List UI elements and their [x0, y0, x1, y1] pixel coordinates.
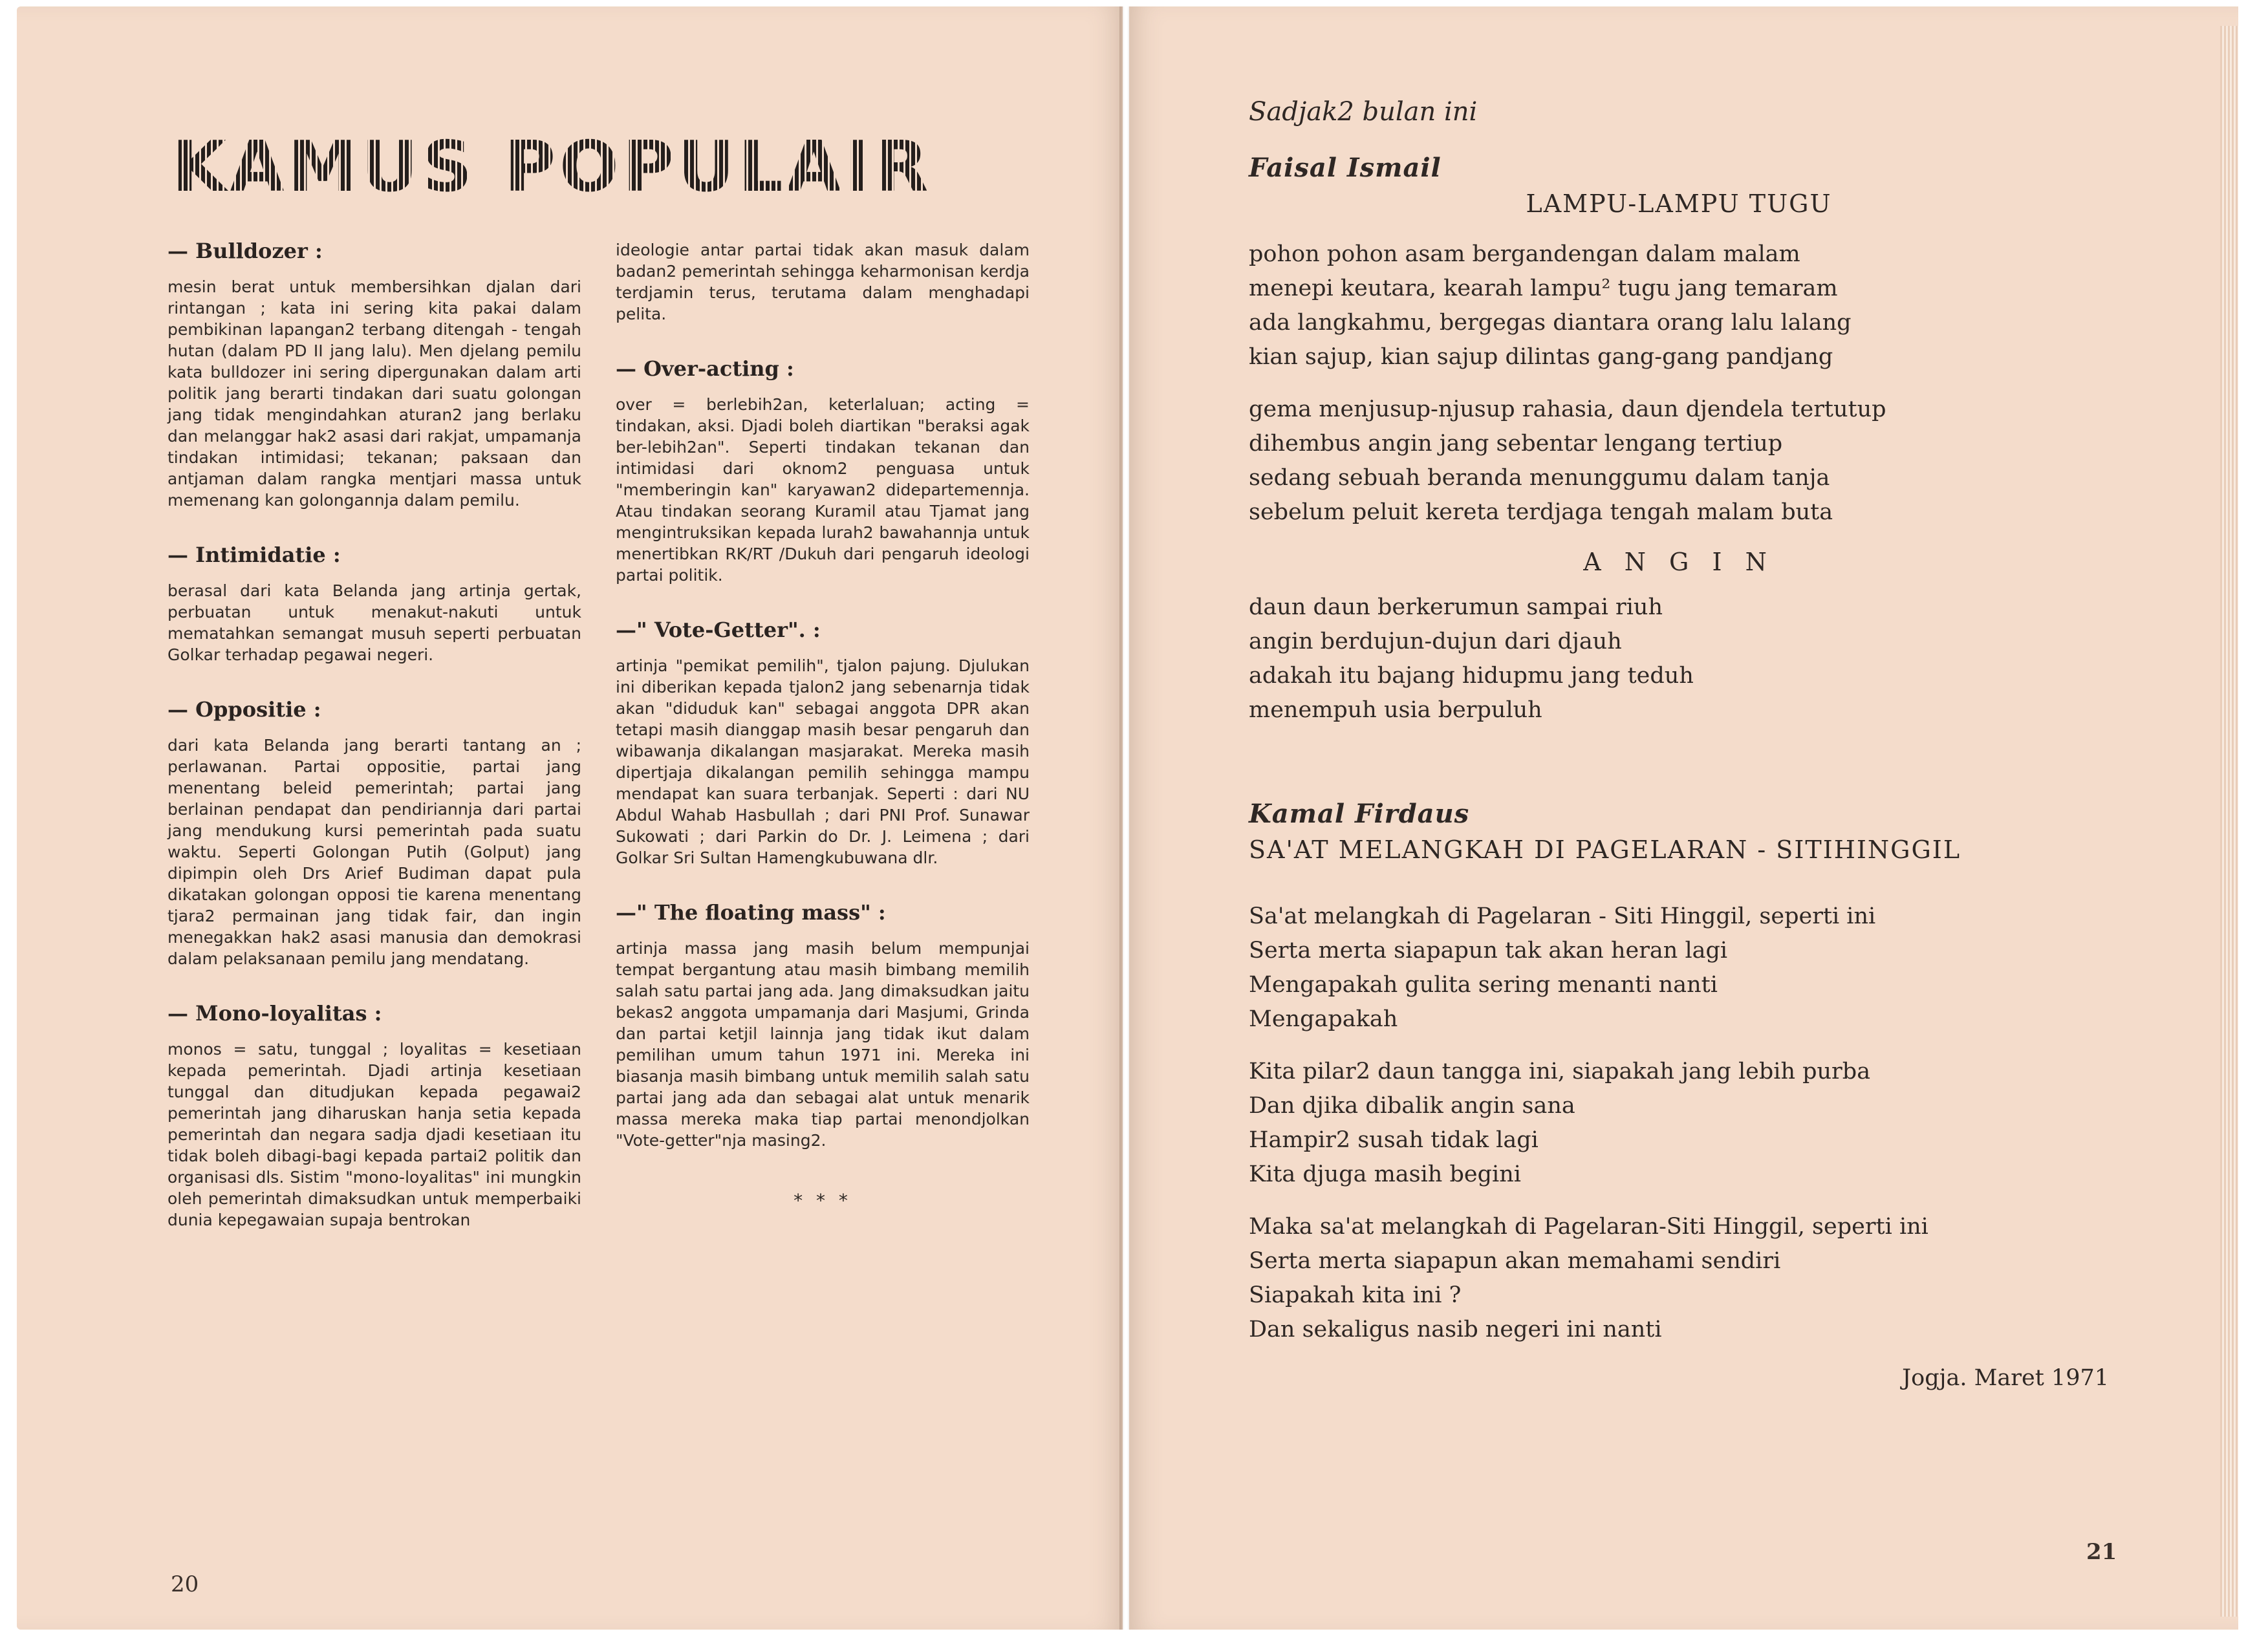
poem-line: Maka sa'at melangkah di Pagelaran-Siti Hinggil, seperti ini: [1249, 1214, 1928, 1240]
page-number-right: 21: [2086, 1539, 2117, 1565]
poem: [1249, 153, 2109, 530]
poem-line: ada langkahmu, bergegas diantara orang lalu lalang: [1249, 310, 1852, 336]
poem-line: Mengapakah: [1249, 1006, 1398, 1032]
glossary-column-2: [616, 239, 1030, 1211]
glossary-column-1: [167, 241, 581, 1231]
entry-term: —" The floating mass" :: [616, 900, 886, 925]
poem-line: adakah itu bajang hidupmu jang teduh: [1249, 663, 1694, 689]
entry-term: — Intimidatie :: [167, 543, 341, 567]
poem-author: Kamal Firdaus: [1249, 799, 1470, 829]
poem-stanza: [1249, 590, 2109, 727]
entry-definition: over = berlebih2an, keterlaluan; acting = tindakan, aksi. Djadi boleh diartikan "beraksi agak ber-lebih2an". Seperti tindakan tekanan dan intimidasi dari oknom2 penguasa untuk "memberingin kan" karyawan2 didepartemennja. Atau tindakan seorang Kuramil atau Tjamat jang mengintruksikan kepada lurah2 bawahannja untuk menertibkan RK/RT /Dukuh dari pengaruh ideologi partai politik.: [616, 395, 1030, 585]
end-mark: * * *: [794, 1190, 852, 1211]
poem-line: kian sajup, kian sajup dilintas gang-gang pandjang: [1249, 344, 1833, 370]
poem: [1249, 799, 2109, 1391]
poem-line: Serta merta siapapun tak akan heran lagi: [1249, 938, 1728, 964]
poem-line: menepi keutara, kearah lampu² tugu jang temaram: [1249, 275, 1838, 301]
entry-definition: ideologie antar partai tidak akan masuk dalam badan2 pemerintah sehingga keharmonisan kerdja terdjamin terus, terutama dalam menghadapi pelita.: [616, 241, 1030, 323]
poem-line: gema menjusup-njusup rahasia, daun djendela tertutup: [1249, 396, 1886, 422]
poem-line: dihembus angin jang sebentar lengang tertiup: [1249, 431, 1783, 457]
poem-title: SA'AT MELANGKAH DI PAGELARAN - SITIHINGGIL: [1249, 835, 1961, 864]
poem-stanza: [1249, 1210, 2109, 1347]
poem-stanza: [1249, 900, 2109, 1037]
magazine-spread: [17, 0, 2241, 1636]
poem-dateline: Jogja. Maret 1971: [1902, 1365, 2109, 1391]
entry-definition: artinja "pemikat pemilih", tjalon pajung. Djulukan ini diberikan kepada tjalon2 jang sebenarnja tidak akan "diduduk kan" sebagai anggota DPR akan tetapi masih dianggap masih besar pengaruh dan wibawanja dikalangan masjarakat. Mereka masih dipertjaja dikalangan pemilih sehingga mampu mendapat kan suara terbanjak. Seperti : dari NU Abdul Wahab Hasbullah ; dari PNI Prof. Sunawar Sukowati ; dari Parkin do Dr. J. Leimena ; dari Golkar Sri Sultan Hamengkubuwana dlr.: [616, 656, 1030, 867]
poem-title: A N G I N: [1583, 548, 1775, 576]
poem-line: sedang sebuah beranda menunggumu dalam tanja: [1249, 465, 1830, 491]
poem-stanza: [1249, 1055, 2109, 1192]
poem-line: daun daun berkerumun sampai riuh: [1249, 594, 1663, 620]
page-edges: [2220, 26, 2238, 1617]
poem-line: Sa'at melangkah di Pagelaran - Siti Hinggil, seperti ini: [1249, 903, 1876, 929]
poem: [1249, 548, 2109, 727]
poem-line: Kita djuga masih begini: [1249, 1161, 1521, 1187]
poems-column: [1249, 97, 2109, 1391]
poem-stanza: [1249, 393, 2109, 530]
left-page: [17, 6, 1123, 1630]
entry-term: — Oppositie :: [167, 697, 321, 722]
poem-line: pohon pohon asam bergandengan dalam malam: [1249, 241, 1800, 267]
entry-definition: dari kata Belanda jang berarti tantang an ; perlawanan. Partai oppositie, partai jang menentang beleid pemerintah; partai jang berlainan pendapat dan pendiriannja dari partai jang mendukung kursi pemerintah pada suatu waktu. Seperti Golongan Putih (Golput) jang dipimpin oleh Drs Arief Budiman dapat pula dikatakan golongan opposi tie karena menentang tjara2 permainan jang tidak fair, dan ingin menegakkan hak2 asasi manusia dan demokrasi dalam pelaksanaan pemilu jang mendatang.: [167, 736, 581, 968]
entry-definition: artinja massa jang masih belum mempunjai tempat bergantung atau masih bimbang memilih salah satu partai jang ada. Jang dimaksudkan jaitu bekas2 anggota umpamanja dari Masjumi, Grinda dan partai ketjil lainnja jang tidak ikut dalam pemilihan umum tahun 1971 ini. Mereka ini biasanja masih bimbang untuk memilih salah satu partai jang ada dan sebagai alat untuk menarik massa mereka maka tiap partai menondjolkan "Vote-getter"nja masing2.: [616, 939, 1030, 1150]
poem-line: angin berdujun-dujun dari djauh: [1249, 629, 1622, 654]
poem-line: menempuh usia berpuluh: [1249, 697, 1542, 723]
poem-line: Hampir2 susah tidak lagi: [1249, 1127, 1539, 1153]
entry-term: — Bulldozer :: [167, 239, 323, 263]
poem-stanza: [1249, 237, 2109, 374]
entry-definition: monos = satu, tunggal ; loyalitas = kesetiaan kepada pemerintah. Djadi artinja kesetiaan tunggal dan ditudjukan kepada pegawai2 pemerintah jang diharuskan hanja setia kepada pemerintah dan negara sadja djadi kesetiaan itu tidak boleh dibagi-bagi kepada partai2 politik dan organisasi dls. Sistim "mono-loyalitas" ini mungkin oleh pemerintah dimaksudkan untuk memperbaiki dunia kepegawaian supaja bentrokan: [167, 1040, 581, 1229]
poem-line: Dan djika dibalik angin sana: [1249, 1093, 1575, 1119]
poem-line: Siapakah kita ini ?: [1249, 1282, 1462, 1308]
entry-definition: berasal dari kata Belanda jang artinja gertak, perbuatan untuk menakut-nakuti untuk mematahkan semangat musuh seperti perbuatan Golkar terhadap pegawai negeri.: [167, 581, 581, 664]
poem-line: Serta merta siapapun akan memahami sendiri: [1249, 1248, 1781, 1274]
entry-term: — Mono-loyalitas :: [167, 1001, 382, 1026]
poem-line: sebelum peluit kereta terdjaga tengah malam buta: [1249, 499, 1833, 525]
page-title: KAMUS POPULAIR: [172, 127, 933, 208]
poem-line: Dan sekaligus nasib negeri ini nanti: [1249, 1317, 1662, 1342]
page-number-left: 20: [171, 1571, 199, 1597]
entry-term: — Over-acting :: [616, 356, 794, 381]
poem-line: Mengapakah gulita sering menanti nanti: [1249, 972, 1718, 998]
entry-term: —" Vote-Getter". :: [616, 618, 821, 642]
poem-author: Faisal Ismail: [1249, 153, 1442, 183]
entry-definition: mesin berat untuk membersihkan djalan dari rintangan ; kata ini sering kita pakai dalam pembikinan lapangan2 terbang ditengah - tengah hutan (dalam PD II jang lalu). Men djelang pemilu kata bulldozer ini sering dipergunakan dalam arti politik jang berarti tindakan dari suatu golongan jang tidak mengindahkan aturan2 jang berlaku dan melanggar hak2 asasi dari rakjat, umpamanja tindakan intimidasi; tekanan; paksaan dan antjaman dalam rangka mentjari massa untuk memenang kan golongannja dalam pemilu.: [167, 277, 581, 510]
poem-line: Kita pilar2 daun tangga ini, siapakah jang lebih purba: [1249, 1059, 1871, 1084]
section-heading: Sadjak2 bulan ini: [1249, 97, 1478, 127]
poem-title: LAMPU-LAMPU TUGU: [1526, 189, 1832, 218]
